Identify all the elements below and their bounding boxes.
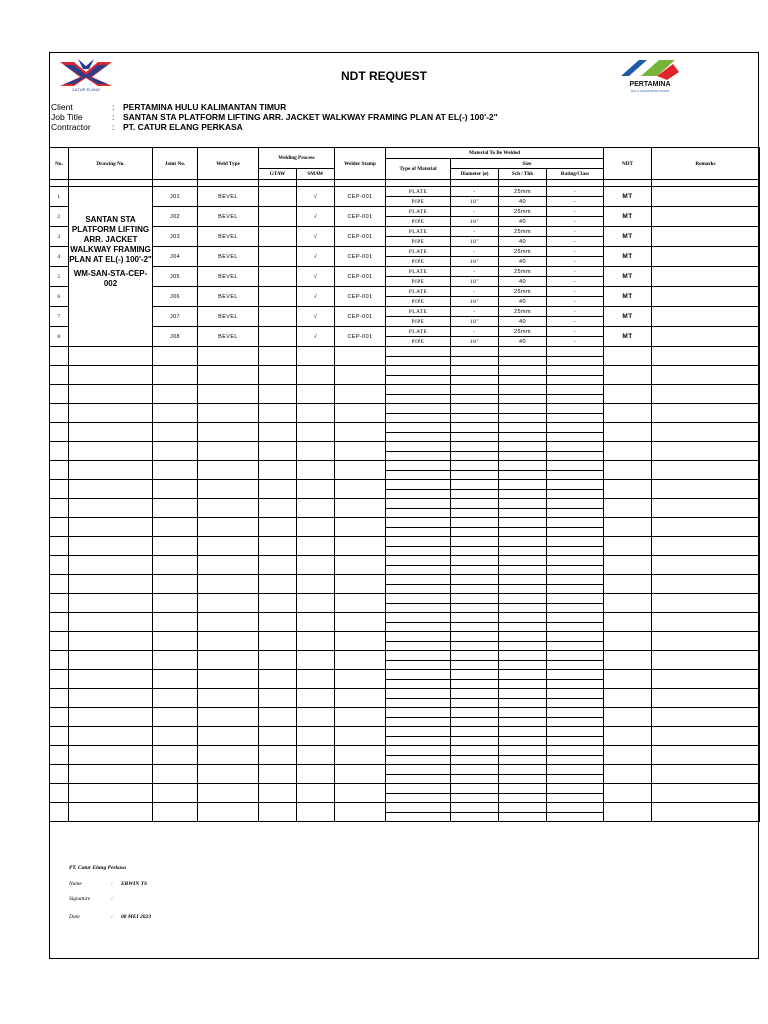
drawing-title [69, 215, 152, 265]
welder-stamp: CEP-001 [335, 247, 386, 267]
header-welding-process: Welding Process [259, 148, 335, 169]
table-row [50, 307, 760, 317]
drawing-title-line: SANTAN STA [85, 215, 136, 224]
drawing-title-line: PLAN AT EL(-) 100'-2" [69, 255, 152, 264]
info-row [51, 122, 751, 132]
header-welder-stamp: Welder Stamp [335, 148, 386, 180]
material-sch-thk: 40 [499, 217, 547, 227]
svg-text:PERTAMINA: PERTAMINA [629, 81, 671, 88]
material-type: PIPE [386, 277, 451, 287]
joint-number: J02 [153, 207, 198, 227]
material-diameter: 18" [451, 257, 499, 267]
material-rating: - [547, 217, 604, 227]
drawing-title-line: ARR. JACKET [83, 235, 138, 244]
welder-stamp: CEP-001 [335, 327, 386, 347]
footer-signature-colon: : [111, 896, 113, 902]
page-title: NDT REQUEST [340, 69, 427, 83]
gtaw-mark [259, 227, 297, 247]
row-number: 8 [50, 327, 69, 347]
ndt-method: MT [604, 307, 652, 327]
material-rating: - [547, 187, 604, 197]
weld-type: BEVEL [198, 247, 259, 267]
empty-row [50, 366, 760, 376]
material-type: PIPE [386, 317, 451, 327]
material-diameter: 18" [451, 217, 499, 227]
smaw-check-icon: √ [297, 227, 335, 247]
joint-number: J03 [153, 227, 198, 247]
info-value: SANTAN STA PLATFORM LIFTING ARR. JACKET WALKWAY FRAMING PLAN AT EL(-) 100'-2" [123, 112, 498, 122]
material-sch-thk: 40 [499, 337, 547, 347]
empty-row [50, 746, 760, 756]
ndt-method: MT [604, 327, 652, 347]
material-sch-thk: 40 [499, 257, 547, 267]
header-sch-thk: Sch / Thk [499, 169, 547, 180]
weld-type: BEVEL [198, 327, 259, 347]
info-label: Client [51, 102, 73, 112]
ndt-method: MT [604, 187, 652, 207]
material-sch-thk: 25mm [499, 287, 547, 297]
material-sch-thk: 25mm [499, 227, 547, 237]
footer-name-colon: : [111, 881, 113, 887]
header-type-material: Type of Material [386, 159, 451, 180]
row-number: 7 [50, 307, 69, 327]
empty-row [50, 556, 760, 566]
empty-row [50, 651, 760, 661]
material-diameter: 18" [451, 197, 499, 207]
material-type: PLATE [386, 227, 451, 237]
empty-row [50, 765, 760, 775]
joint-number: J06 [153, 287, 198, 307]
remarks-cell [652, 287, 760, 307]
material-diameter: 18" [451, 277, 499, 287]
material-rating: - [547, 267, 604, 277]
remarks-cell [652, 327, 760, 347]
footer-date-colon: : [111, 914, 113, 920]
header-no: No. [50, 148, 69, 180]
gtaw-mark [259, 267, 297, 287]
material-rating: - [547, 327, 604, 337]
info-colon: : [112, 112, 115, 122]
spacer-row [50, 180, 760, 187]
smaw-check-icon: √ [297, 307, 335, 327]
material-type: PLATE [386, 247, 451, 257]
gtaw-mark [259, 247, 297, 267]
material-rating: - [547, 197, 604, 207]
header-diameter: Diameter (ø) [451, 169, 499, 180]
row-number: 6 [50, 287, 69, 307]
remarks-cell [652, 187, 760, 207]
empty-row [50, 803, 760, 813]
ndt-table [49, 147, 760, 822]
empty-row [50, 385, 760, 395]
row-number: 1 [50, 187, 69, 207]
footer-date-value: 08 MEI 2023 [121, 914, 151, 920]
material-rating: - [547, 307, 604, 317]
material-diameter: - [451, 287, 499, 297]
joint-number: J04 [153, 247, 198, 267]
header-joint-no: Joint No. [153, 148, 198, 180]
empty-row [50, 689, 760, 699]
material-diameter: - [451, 327, 499, 337]
material-type: PIPE [386, 237, 451, 247]
drawing-code-line: WM-SAN-STA-CEP- [73, 269, 148, 278]
material-type: PLATE [386, 287, 451, 297]
ndt-method: MT [604, 287, 652, 307]
ndt-method: MT [604, 267, 652, 287]
material-diameter: 18" [451, 297, 499, 307]
header-smaw: SMAW [297, 169, 335, 180]
table-row [50, 227, 760, 237]
material-diameter: - [451, 307, 499, 317]
weld-type: BEVEL [198, 187, 259, 207]
empty-row [50, 537, 760, 547]
ndt-method: MT [604, 207, 652, 227]
material-diameter: - [451, 247, 499, 257]
material-sch-thk: 40 [499, 297, 547, 307]
material-rating: - [547, 227, 604, 237]
info-value: PT. CATUR ELANG PERKASA [123, 122, 243, 132]
material-type: PIPE [386, 217, 451, 227]
weld-type: BEVEL [198, 307, 259, 327]
gtaw-mark [259, 327, 297, 347]
table-row [50, 327, 760, 337]
weld-type: BEVEL [198, 287, 259, 307]
table-row [50, 287, 760, 297]
material-diameter: - [451, 267, 499, 277]
material-sch-thk: 25mm [499, 247, 547, 257]
material-rating: - [547, 277, 604, 287]
info-label: Job Title [51, 112, 83, 122]
footer-company: PT. Catur Elang Perkasa [69, 865, 126, 871]
smaw-check-icon: √ [297, 327, 335, 347]
joint-number: J01 [153, 187, 198, 207]
material-sch-thk: 40 [499, 317, 547, 327]
material-type: PIPE [386, 257, 451, 267]
info-colon: : [112, 122, 115, 132]
drawing-code-line: 002 [103, 279, 118, 288]
welder-stamp: CEP-001 [335, 227, 386, 247]
material-diameter: - [451, 227, 499, 237]
welder-stamp: CEP-001 [335, 287, 386, 307]
weld-type: BEVEL [198, 227, 259, 247]
gtaw-mark [259, 207, 297, 227]
footer-date-label: Date [69, 914, 80, 920]
ndt-method: MT [604, 247, 652, 267]
remarks-cell [652, 207, 760, 227]
smaw-check-icon: √ [297, 287, 335, 307]
header-ndt: NDT [604, 148, 652, 180]
material-type: PIPE [386, 297, 451, 307]
material-rating: - [547, 337, 604, 347]
empty-row [50, 461, 760, 471]
info-row [51, 112, 751, 122]
svg-text:HULU KALIMANTAN TIMUR: HULU KALIMANTAN TIMUR [630, 89, 670, 93]
table-row [50, 207, 760, 217]
empty-row [50, 708, 760, 718]
material-diameter: 18" [451, 317, 499, 327]
smaw-check-icon: √ [297, 207, 335, 227]
empty-row [50, 404, 760, 414]
welder-stamp: CEP-001 [335, 307, 386, 327]
footer-name-value: ERWIN TS [121, 881, 148, 887]
empty-row [50, 480, 760, 490]
row-number: 4 [50, 247, 69, 267]
material-sch-thk: 25mm [499, 187, 547, 197]
footer-name-label: Name [69, 881, 82, 887]
material-rating: - [547, 287, 604, 297]
material-rating: - [547, 247, 604, 257]
empty-row [50, 518, 760, 528]
header-material: Material To Be Welded [386, 148, 604, 159]
drawing-title-line: PLATFORM LIFTING [71, 225, 150, 234]
empty-row [50, 442, 760, 452]
ndt-method: MT [604, 227, 652, 247]
empty-row [50, 594, 760, 604]
smaw-check-icon: √ [297, 187, 335, 207]
gtaw-mark [259, 187, 297, 207]
material-type: PLATE [386, 327, 451, 337]
info-colon: : [112, 102, 115, 112]
info-row [51, 102, 751, 112]
material-sch-thk: 25mm [499, 267, 547, 277]
material-type: PLATE [386, 207, 451, 217]
empty-row [50, 784, 760, 794]
material-rating: - [547, 207, 604, 217]
joint-number: J07 [153, 307, 198, 327]
row-number: 2 [50, 207, 69, 227]
remarks-cell [652, 247, 760, 267]
smaw-check-icon: √ [297, 247, 335, 267]
header-weld-type: Weld Type [198, 148, 259, 180]
material-diameter: 18" [451, 237, 499, 247]
smaw-check-icon: √ [297, 267, 335, 287]
material-sch-thk: 25mm [499, 207, 547, 217]
material-sch-thk: 25mm [499, 327, 547, 337]
welder-stamp: CEP-001 [335, 267, 386, 287]
weld-type: BEVEL [198, 267, 259, 287]
empty-row [50, 423, 760, 433]
empty-row [50, 575, 760, 585]
material-sch-thk: 40 [499, 197, 547, 207]
info-label: Contractor [51, 122, 91, 132]
header-remarks: Remarks [652, 148, 760, 180]
gtaw-mark [259, 287, 297, 307]
material-rating: - [547, 317, 604, 327]
table-row [50, 187, 760, 197]
row-number: 3 [50, 227, 69, 247]
drawing-code [69, 269, 152, 289]
material-type: PLATE [386, 187, 451, 197]
table-row [50, 267, 760, 277]
material-diameter: - [451, 187, 499, 197]
header-size: Size [451, 159, 604, 169]
material-type: PIPE [386, 197, 451, 207]
remarks-cell [652, 227, 760, 247]
info-value: PERTAMINA HULU KALIMANTAN TIMUR [123, 102, 287, 112]
drawing-title-line: WALKWAY FRAMING [70, 245, 151, 254]
empty-row [50, 670, 760, 680]
gtaw-mark [259, 307, 297, 327]
remarks-cell [652, 307, 760, 327]
joint-number: J08 [153, 327, 198, 347]
material-type: PLATE [386, 267, 451, 277]
table-row [50, 247, 760, 257]
welder-stamp: CEP-001 [335, 187, 386, 207]
empty-row [50, 613, 760, 623]
material-rating: - [547, 237, 604, 247]
empty-row [50, 727, 760, 737]
empty-row [50, 499, 760, 509]
header-drawing-no: Drawing No. [69, 148, 153, 180]
empty-row [50, 632, 760, 642]
remarks-cell [652, 267, 760, 287]
material-sch-thk: 40 [499, 237, 547, 247]
row-number: 5 [50, 267, 69, 287]
joint-number: J05 [153, 267, 198, 287]
drawing-number-cell [69, 187, 153, 347]
material-sch-thk: 25mm [499, 307, 547, 317]
header-rating: Rating/Class [547, 169, 604, 180]
footer-signature-label: Signature [69, 896, 91, 902]
material-rating: - [547, 257, 604, 267]
material-sch-thk: 40 [499, 277, 547, 287]
weld-type: BEVEL [198, 207, 259, 227]
material-diameter: - [451, 207, 499, 217]
empty-row [50, 347, 760, 357]
material-diameter: 18" [451, 337, 499, 347]
welder-stamp: CEP-001 [335, 207, 386, 227]
svg-text:CATUR ELANG: CATUR ELANG [71, 87, 101, 92]
header-gtaw: GTAW [259, 169, 297, 180]
material-rating: - [547, 297, 604, 307]
material-type: PIPE [386, 337, 451, 347]
material-type: PLATE [386, 307, 451, 317]
